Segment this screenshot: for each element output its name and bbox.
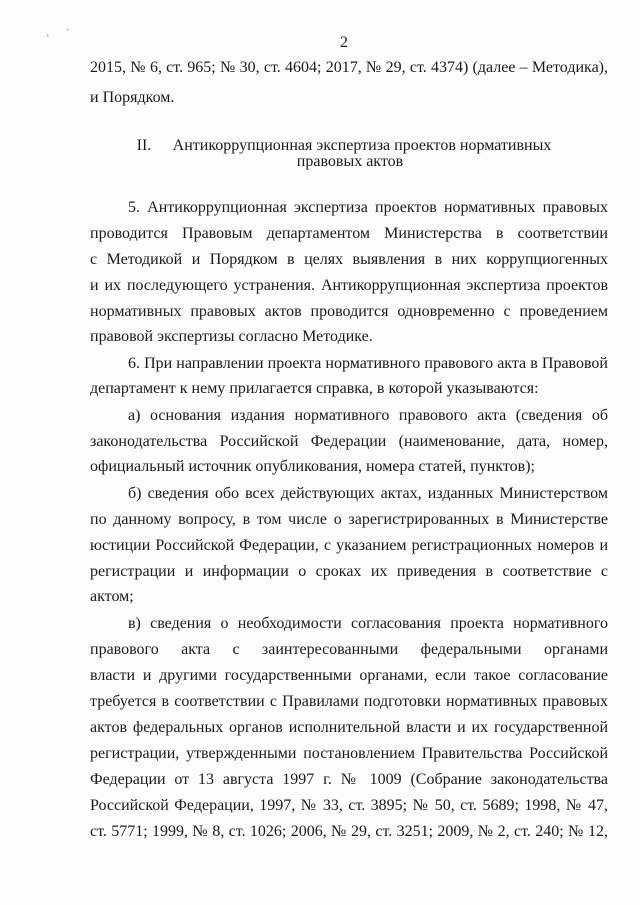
item-v-line-4: требуется в соответствии с Правилами подготовки нормативных правовых — [90, 693, 608, 710]
paragraph-5-line-2: проводится Правовым департаментом Министерства в соответствии — [90, 225, 608, 242]
item-v-line-8: Российской Федерации, 1997, № 33, ст. 3895; № 50, ст. 5689; 1998, № 47, — [90, 797, 608, 814]
item-a-line-3: официальный источник опубликования, номера статей, пунктов); — [90, 458, 535, 475]
item-b-line-2: по данному вопросу, в том числе о зарегистрированных в Министерстве — [90, 511, 608, 528]
item-v-line-5: актов федеральных органов исполнительной власти и их государственной — [90, 719, 608, 736]
item-v-line-3: власти и другими государственными органами, если такое согласование — [90, 667, 608, 684]
scan-mark-left: ˎ — [46, 26, 50, 37]
intro-line-2: и Порядком. — [90, 89, 175, 106]
item-a-line-1: а) основания издания нормативного правового акта (сведения об — [128, 407, 608, 424]
paragraph-5-line-6: правовой экспертизы согласно Методике. — [90, 328, 373, 345]
section-title-line-2: правовых актов — [296, 153, 404, 170]
item-a-line-2: законодательства Российской Федерации (наименование, дата, номер, — [90, 433, 608, 450]
intro-line-1: 2015, № 6, ст. 965; № 30, ст. 4604; 2017, № 29, ст. 4374) (далее – Методика), — [90, 59, 608, 76]
item-b-line-4: регистрации и информации о сроках их приведения в соответствие с — [90, 563, 608, 580]
page-number: 2 — [340, 34, 348, 51]
paragraph-6-line-2: департамент к нему прилагается справка, в которой указываются: — [90, 380, 539, 397]
paragraph-5-line-1: 5. Антикоррупционная экспертиза проектов нормативных правовых — [128, 199, 608, 216]
item-v-line-7: Федерации от 13 августа 1997 г. № 1009 (Собрание законодательства — [90, 771, 608, 788]
item-b-line-5: актом; — [90, 588, 134, 605]
paragraph-5-line-3: с Методикой и Порядком в целях выявления в них коррупциогенных — [90, 251, 608, 268]
paragraph-5-line-4: и их последующего устранения. Антикоррупционная экспертиза проектов — [90, 277, 608, 294]
item-b-line-3: юстиции Российской Федерации, с указанием регистрационных номеров и — [90, 537, 608, 554]
paragraph-5-line-5: нормативных правовых актов проводится одновременно с проведением — [90, 303, 608, 320]
paragraph-6-line-1: 6. При направлении проекта нормативного правового акта в Правовой — [128, 355, 608, 372]
scan-mark-right: ˏ — [66, 20, 70, 31]
section-title-line-1: Антикоррупционная экспертиза проектов нормативных — [172, 137, 552, 154]
item-v-line-9: ст. 5771; 1999, № 8, ст. 1026; 2006, № 29, ст. 3251; 2009, № 2, ст. 240; № 12, — [90, 823, 608, 840]
item-v-line-1: в) сведения о необходимости согласования проекта нормативного — [128, 615, 608, 632]
item-v-line-6: регистрации, утвержденными постановлением Правительства Российской — [90, 745, 608, 762]
section-number: II. — [136, 137, 152, 154]
item-v-line-2: правового акта с заинтересованными федеральными органами — [90, 641, 608, 658]
item-b-line-1: б) сведения обо всех действующих актах, изданных Министерством — [128, 485, 608, 502]
